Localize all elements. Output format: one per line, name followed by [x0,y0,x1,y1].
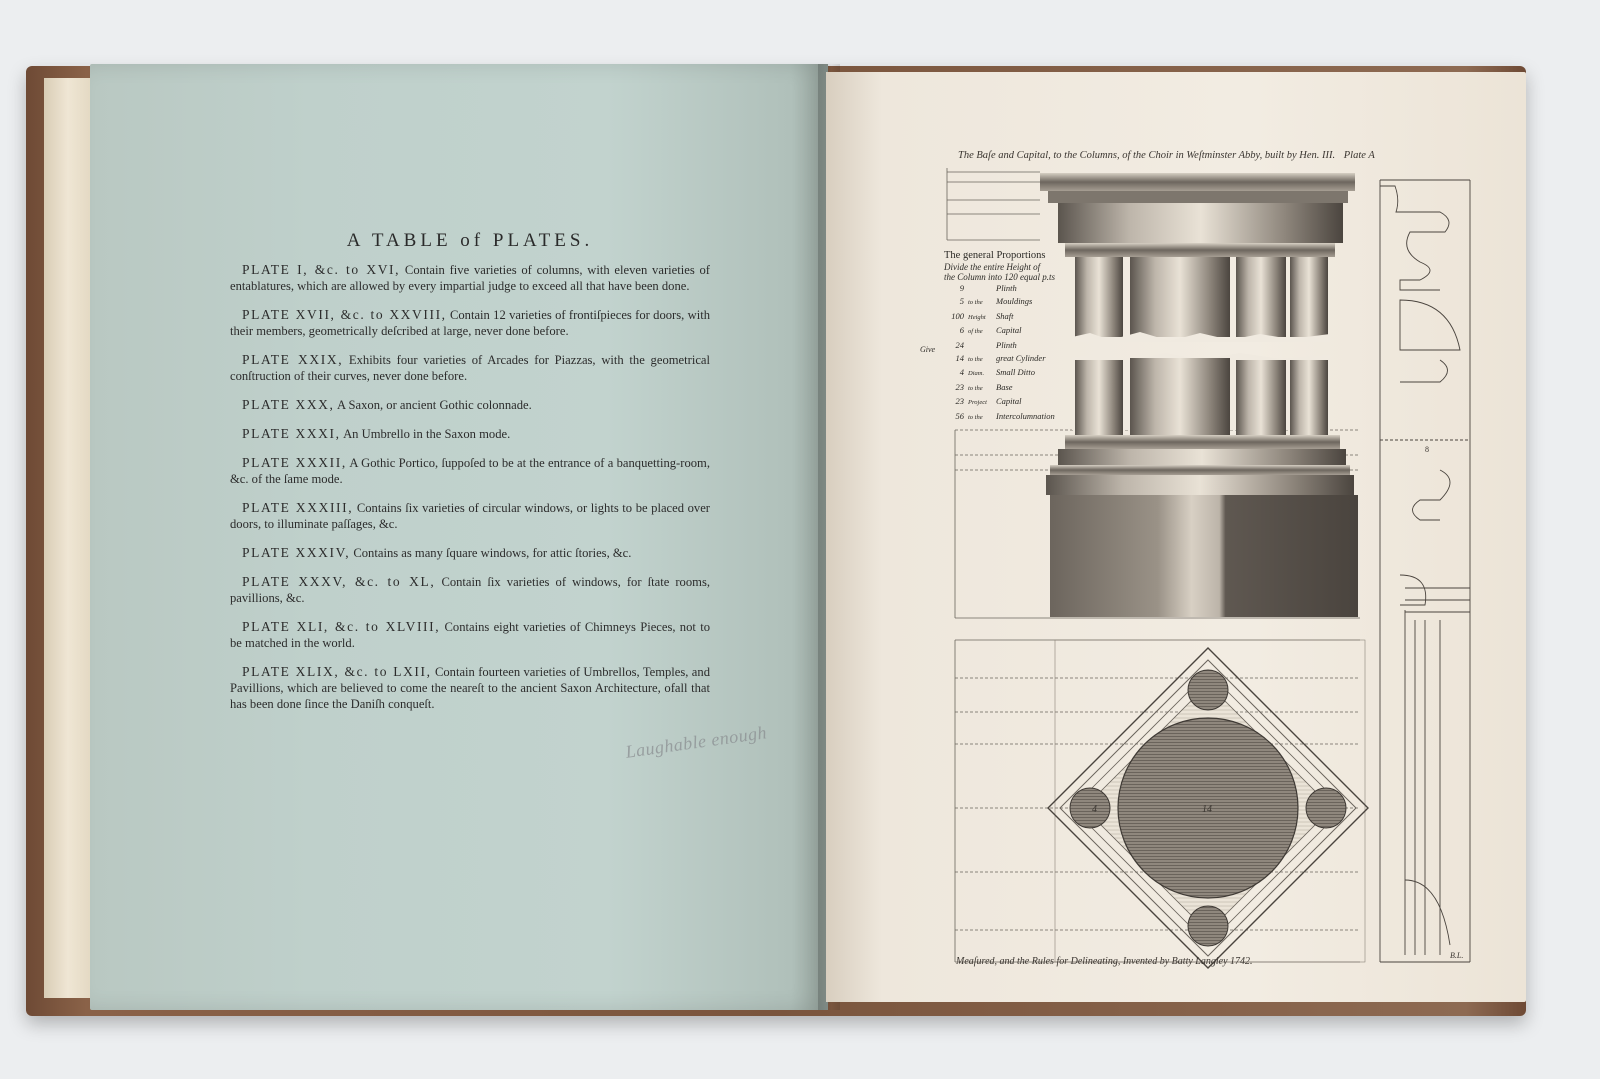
proportion-number: 100 [951,310,964,321]
proportion-number: 6 [959,325,964,336]
plate-description: Exhibits four varieties of Arcades for Piazzas, with the geometrical conſtruction of their curves, never done before. [230,353,710,383]
table-of-plates-title: A TABLE of PLATES. [346,230,594,251]
proportion-label: Capital [996,325,1022,336]
handwritten-pencil-note: Laughable enough [624,722,769,762]
plate-number: PLATE XXXIII, [242,500,354,515]
plate-number: PLATE XXIX, [242,352,344,367]
plate-label: Plate A [1343,150,1375,161]
proportion-row [944,282,1079,295]
proportion-number: 23 [955,381,964,392]
proportion-number: 9 [959,283,964,293]
plan-label-center: 14 [1202,804,1212,815]
proportion-label: Plinth [996,339,1017,350]
general-proportions-table [944,250,1079,424]
proportion-connector: to the [968,384,983,392]
proportions-give-label: Give [920,345,936,354]
plate-number: PLATE XVII, &c. to XXVIII, [242,307,447,322]
plate-number: PLATE XXX, [242,397,335,412]
proportion-label: Plinth [996,283,1017,293]
column-shafts-lower [1072,353,1330,435]
proportion-number: 14 [955,353,964,364]
plate-description: Contain 12 varieties of frontiſpieces for doors, with their members, geometrically deſcribed at large, never done before. [230,308,710,338]
proportion-label: Intercolumnation [996,410,1055,421]
plate-number: PLATE I, &c. to XVI, [242,262,401,277]
proportion-connector: to the [968,356,983,364]
proportion-label: Shaft [996,310,1014,321]
proportion-row [944,395,1079,409]
plate-footer-credit: Meaſured, and the Rules for Delineating, Invented by Batty Langley 1742. [956,956,1253,967]
profile-scale-mark: 8 [1425,445,1429,454]
proportion-label: Mouldings [996,296,1033,307]
plate-number: PLATE XXXIV, [242,545,351,560]
plate-number: PLATE XXXII, [242,455,347,470]
plate-description: Contains eight varieties of Chimneys Pieces, not to be matched in the world. [230,620,710,650]
proportions-title: The general Proportions [944,250,1046,261]
proportion-row [944,324,1079,338]
plate-description: An Umbrello in the Saxon mode. [343,427,511,441]
proportion-label: great Cylinder [996,353,1046,364]
proportion-number: 4 [959,367,964,378]
proportion-number: 23 [955,396,964,407]
plate-description: Contains ſix varieties of circular windows, or lights to be placed over doors, to illuminate paſſages, &c. [230,501,710,531]
proportion-number: 24 [955,339,964,350]
proportion-row [944,295,1079,309]
proportion-row [944,310,1079,324]
plate-description: Contain five varieties of columns, with eleven varieties of entablatures, which are allowed by every impartial judge to exceed all that have been done. [230,263,710,293]
plate-number: PLATE XLI, &c. to XLVIII, [242,619,441,634]
column-base [1046,435,1358,617]
proportion-connector: of the [968,328,983,336]
proportion-row [944,366,1079,380]
engraver-monogram: B.L. [1450,951,1464,960]
plate-number: PLATE XLIX, &c. to LXII, [242,664,432,679]
column-plan [1048,640,1368,968]
proportion-label: Capital [996,396,1022,407]
plate-number: PLATE XXXI, [242,426,341,441]
proportion-number: 5 [959,296,964,307]
proportion-row [944,410,1079,424]
plate-caption-text: The Baſe and Capital, to the Columns, of the Choir in Weſtminster Abby, built by Hen. III. [958,150,1336,161]
proportion-row [944,381,1079,395]
proportion-label: Small Ditto [996,367,1035,378]
proportion-connector: Height [968,313,986,321]
proportion-connector: Project [968,399,987,407]
plan-label-side: 4 [1092,804,1097,815]
moulding-profiles [1380,180,1470,962]
plate-description: Contain fourteen varieties of Umbrellos, Temples, and Pavillions, which are believed to come the neareſt to the ancient Saxon Architecture, ofall that has been done ſince the Daniſh conqueſt. [230,665,710,711]
plate-description: Contains as many ſquare windows, for attic ſtories, &c. [353,546,632,560]
column-capital [1040,173,1355,257]
proportion-label: Base [996,381,1013,392]
plate-number: PLATE XXXV, &c. to XL, [242,574,436,589]
proportion-row [944,352,1079,366]
plate-description: A Gothic Portico, ſuppoſed to be at the entrance of a banquetting-room, &c. of the ſame mode. [230,456,710,486]
proportion-row [944,339,1079,352]
proportions-subtitle-2: the Column into 120 equal p.ts [944,272,1055,282]
proportion-connector: Diam. [968,370,985,378]
proportion-connector: to the [968,299,983,307]
proportion-connector: to the [968,413,983,421]
column-shafts-upper [1072,257,1330,342]
plate-description: A Saxon, or ancient Gothic colonnade. [336,398,532,412]
plate-description: Contain ſix varieties of windows, for ſtate rooms, pavillions, &c. [230,575,711,605]
proportions-subtitle-1: Divide the entire Height of [944,262,1041,272]
proportion-number: 56 [955,410,964,421]
